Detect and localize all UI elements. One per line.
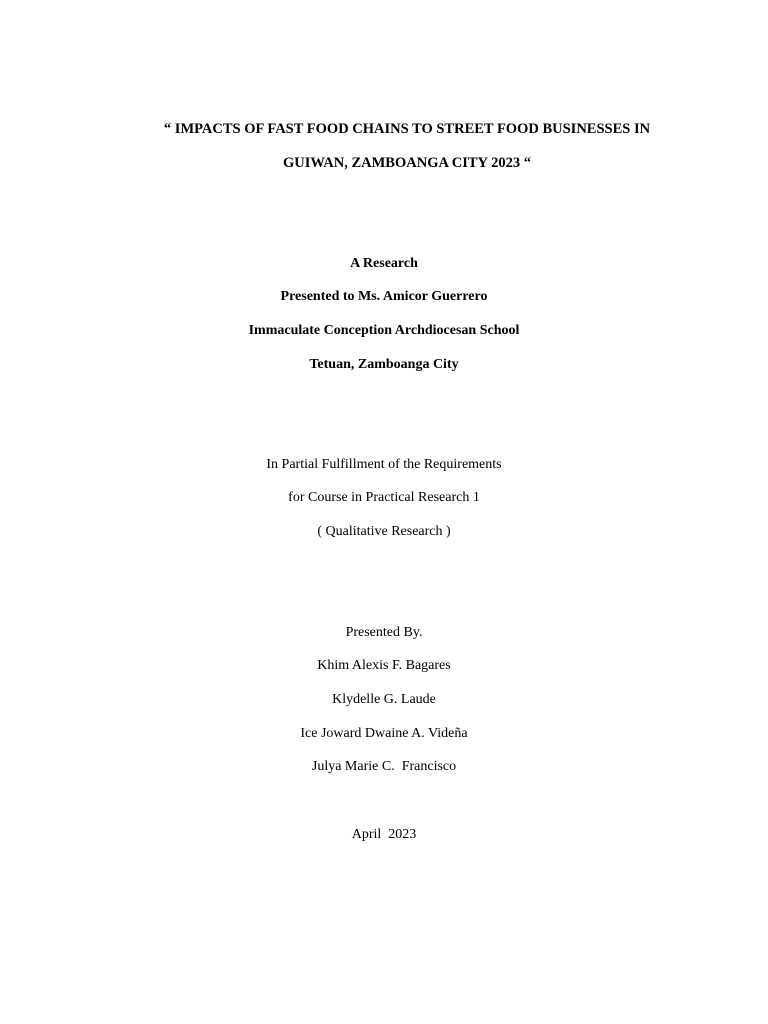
fulfillment-line-2: for Course in Practical Research 1 bbox=[288, 490, 480, 505]
title-line-1: “ IMPACTS OF FAST FOOD CHAINS TO STREET FOOD BUSINESSES IN bbox=[163, 121, 651, 137]
fulfillment-line-3: ( Qualitative Research ) bbox=[317, 524, 451, 539]
author-name: Khim Alexis F. Bagares bbox=[317, 658, 451, 673]
submission-date: April 2023 bbox=[351, 827, 417, 842]
school-name: Immaculate Conception Archdiocesan School bbox=[248, 323, 520, 338]
research-type: A Research bbox=[350, 256, 418, 271]
author-name: Ice Joward Dwaine A. Videña bbox=[300, 726, 468, 741]
title-line-2: GUIWAN, ZAMBOANGA CITY 2023 “ bbox=[283, 155, 531, 171]
author-name: Julya Marie C. Francisco bbox=[311, 759, 457, 774]
fulfillment-line-1: In Partial Fulfillment of the Requirements bbox=[266, 457, 502, 472]
presented-by-heading: Presented By. bbox=[345, 625, 423, 640]
school-location: Tetuan, Zamboanga City bbox=[309, 357, 459, 372]
presented-to: Presented to Ms. Amicor Guerrero bbox=[280, 289, 488, 304]
author-name: Klydelle G. Laude bbox=[332, 692, 436, 707]
